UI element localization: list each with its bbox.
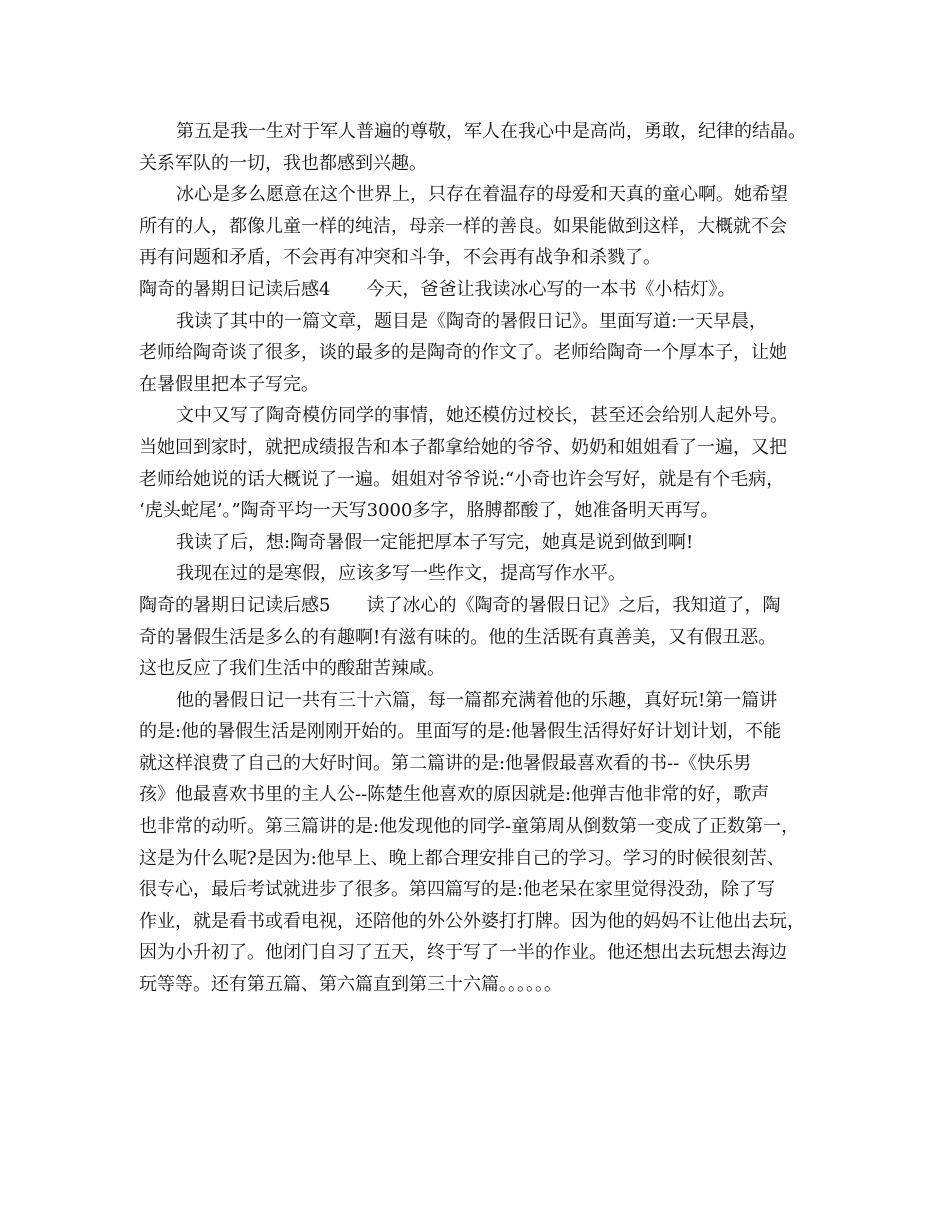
text-line: ‘虎头蛇尾’。”陶奇平均一天写3000多字，胳膊都酸了，她准备明天再写。 <box>139 500 719 522</box>
text-line: 孩》他最喜欢书里的主人公--陈楚生他喜欢的原因就是:他弹吉他非常的好，歌声 <box>139 784 770 806</box>
document-body <box>139 116 839 1001</box>
text-line: 他的暑假日记一共有三十六篇，每一篇都充满着他的乐趣，真好玩!第一篇讲 <box>176 689 778 711</box>
text-line: 老师给陶奇谈了很多，谈的最多的是陶奇的作文了。老师给陶奇一个厚本子，让她 <box>139 342 787 364</box>
text-line: 第五是我一生对于军人普遍的尊敬，军人在我心中是高尚，勇敢，纪律的结晶。 <box>176 121 806 142</box>
text-line: 冰心是多么愿意在这个世界上，只存在着温存的母爱和天真的童心啊。她希望 <box>176 184 788 206</box>
text-line: 因为小升初了。他闭门自习了五天，终于写了一半的作业。他还想出去玩想去海边 <box>139 942 787 964</box>
text-line: 我现在过的是寒假，应该多写一些作文，提高写作水平。 <box>176 563 626 585</box>
text-line: 也非常的动听。第三篇讲的是:他发现他的同学-童第周从倒数第一变成了正数第一， <box>139 816 800 838</box>
text-line: 就这样浪费了自己的大好时间。第二篇讲的是:他暑假最喜欢看的书--《快乐男 <box>139 752 752 774</box>
text-line: 我读了后，想:陶奇暑假一定能把厚本子写完，她真是说到做到啊! <box>176 531 694 553</box>
text-line: 这也反应了我们生活中的酸甜苦辣咸。 <box>139 658 445 680</box>
text-line: 文中又写了陶奇模仿同学的事情，她还模仿过校长，甚至还会给别人起外号。 <box>176 405 788 427</box>
text-line: 在暑假里把本子写完。 <box>139 373 319 395</box>
text-line: 的是:他的暑假生活是刚刚开始的。里面写的是:他暑假生活得好好计划计划，不能 <box>139 721 782 743</box>
text-line: 再有问题和矛盾，不会再有冲突和斗争，不会再有战争和杀戮了。 <box>139 247 661 269</box>
text-line: 奇的暑假生活是多么的有趣啊!有滋有味的。他的生活既有真善美，又有假丑恶。 <box>139 626 777 648</box>
text-line: 当她回到家时，就把成绩报告和本子都拿给她的爷爷、奶奶和姐姐看了一遍，又把 <box>139 436 787 458</box>
text-line: 所有的人，都像儿童一样的纯洁，母亲一样的善良。如果能做到这样，大概就不会 <box>139 215 787 237</box>
text-line: 老师给她说的话大概说了一遍。姐姐对爷爷说:“小奇也许会写好，就是有个毛病， <box>139 468 785 490</box>
text-line: 我读了其中的一篇文章，题目是《陶奇的暑假日记》。里面写道:一天早晨， <box>176 310 768 332</box>
section-heading-line: 陶奇的暑期日记读后感4 今天，爸爸让我读冰心写的一本书《小桔灯》。 <box>139 278 736 300</box>
text-line: 作业，就是看书或看电视，还陪他的外公外婆打打牌。因为他的妈妈不让他出去玩， <box>139 910 805 932</box>
text-line: 很专心，最后考试就进步了很多。第四篇写的是:他老呆在家里觉得没劲，除了写 <box>139 879 776 901</box>
section-heading-line: 陶奇的暑期日记读后感5 读了冰心的《陶奇的暑假日记》之后，我知道了，陶 <box>139 594 781 616</box>
text-line: 玩等等。还有第五篇、第六篇直到第三十六篇。。。。。。 <box>139 974 562 996</box>
text-line: 这是为什么呢?是因为:他早上、晚上都合理安排自己的学习。学习的时候很刻苦、 <box>139 847 785 869</box>
text-line: 关系军队的一切，我也都感到兴趣。 <box>139 152 427 174</box>
